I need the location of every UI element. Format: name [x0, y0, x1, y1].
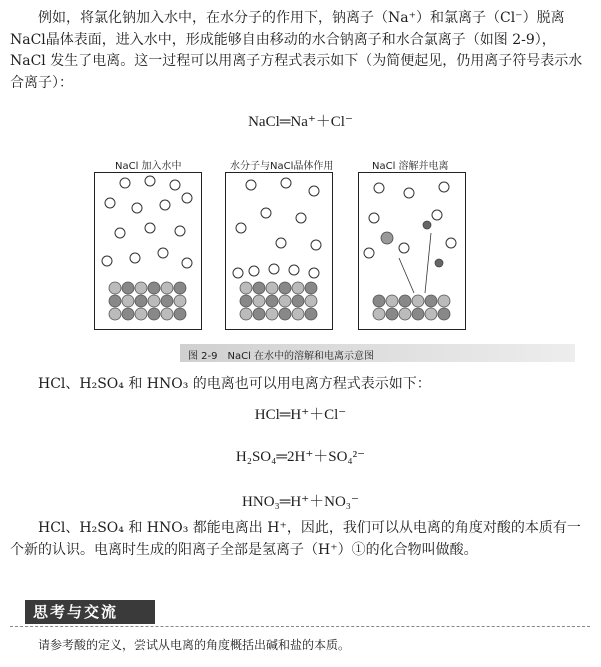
think-and-discuss-banner: 思考与交流: [25, 600, 155, 624]
acid-definition-paragraph: HCl、H₂SO₄ 和 HNO₃ 都能电离出 H⁺，因此，我们可以从电离的角度对酸的本质有一个新的认识。电离时生成的阳离子全部是氢离子（H⁺）①的化合物叫做酸。: [10, 520, 581, 558]
water-molecules-scene-2: [226, 173, 333, 330]
acid-ionization-intro: HCl、H₂SO₄ 和 HNO₃ 的电离也可以用电离方程式表示如下：: [38, 376, 431, 392]
beaker-panel-2: [225, 172, 333, 330]
water-molecules-scene-3: [359, 173, 466, 330]
equation-hcl: HCl═H⁺＋Cl⁻: [254, 407, 347, 423]
beaker-panel-3: [358, 172, 466, 330]
equation-h2so4: H₂SO₄═2H⁺＋SO₄²⁻: [235, 449, 366, 465]
figure-caption: 图 2-9 NaCl 在水中的溶解和电离示意图: [188, 351, 375, 362]
intro-paragraph: 例如，将氯化钠加入水中，在水分子的作用下，钠离子（Na⁺）和氯离子（Cl⁻）脱离NaCl晶体表面，进入水中，形成能够自由移动的水合钠离子和水合氯离子（如图 2-9），NaCl 发生了电离。这一过程可以用离子方程式表示如下（为简便起见，仍用离子符号表示水合离子）：: [10, 10, 583, 91]
figure-caption-bar: [180, 344, 575, 362]
equation-nacl: NaCl═Na⁺＋Cl⁻: [248, 114, 353, 130]
equation-hno3: HNO₃═H⁺＋NO₃⁻: [242, 494, 359, 510]
beaker-panel-1: [94, 172, 202, 330]
panel2-title: 水分子与NaCl晶体作用: [230, 161, 334, 172]
water-molecules-scene-1: [95, 173, 202, 330]
panel1-title: NaCl 加入水中: [115, 161, 182, 172]
panel3-title: NaCl 溶解并电离: [372, 161, 449, 172]
section-divider: [10, 626, 590, 627]
section-prompt: 请参考酸的定义，尝试从电离的角度概括出碱和盐的本质。: [38, 638, 351, 652]
